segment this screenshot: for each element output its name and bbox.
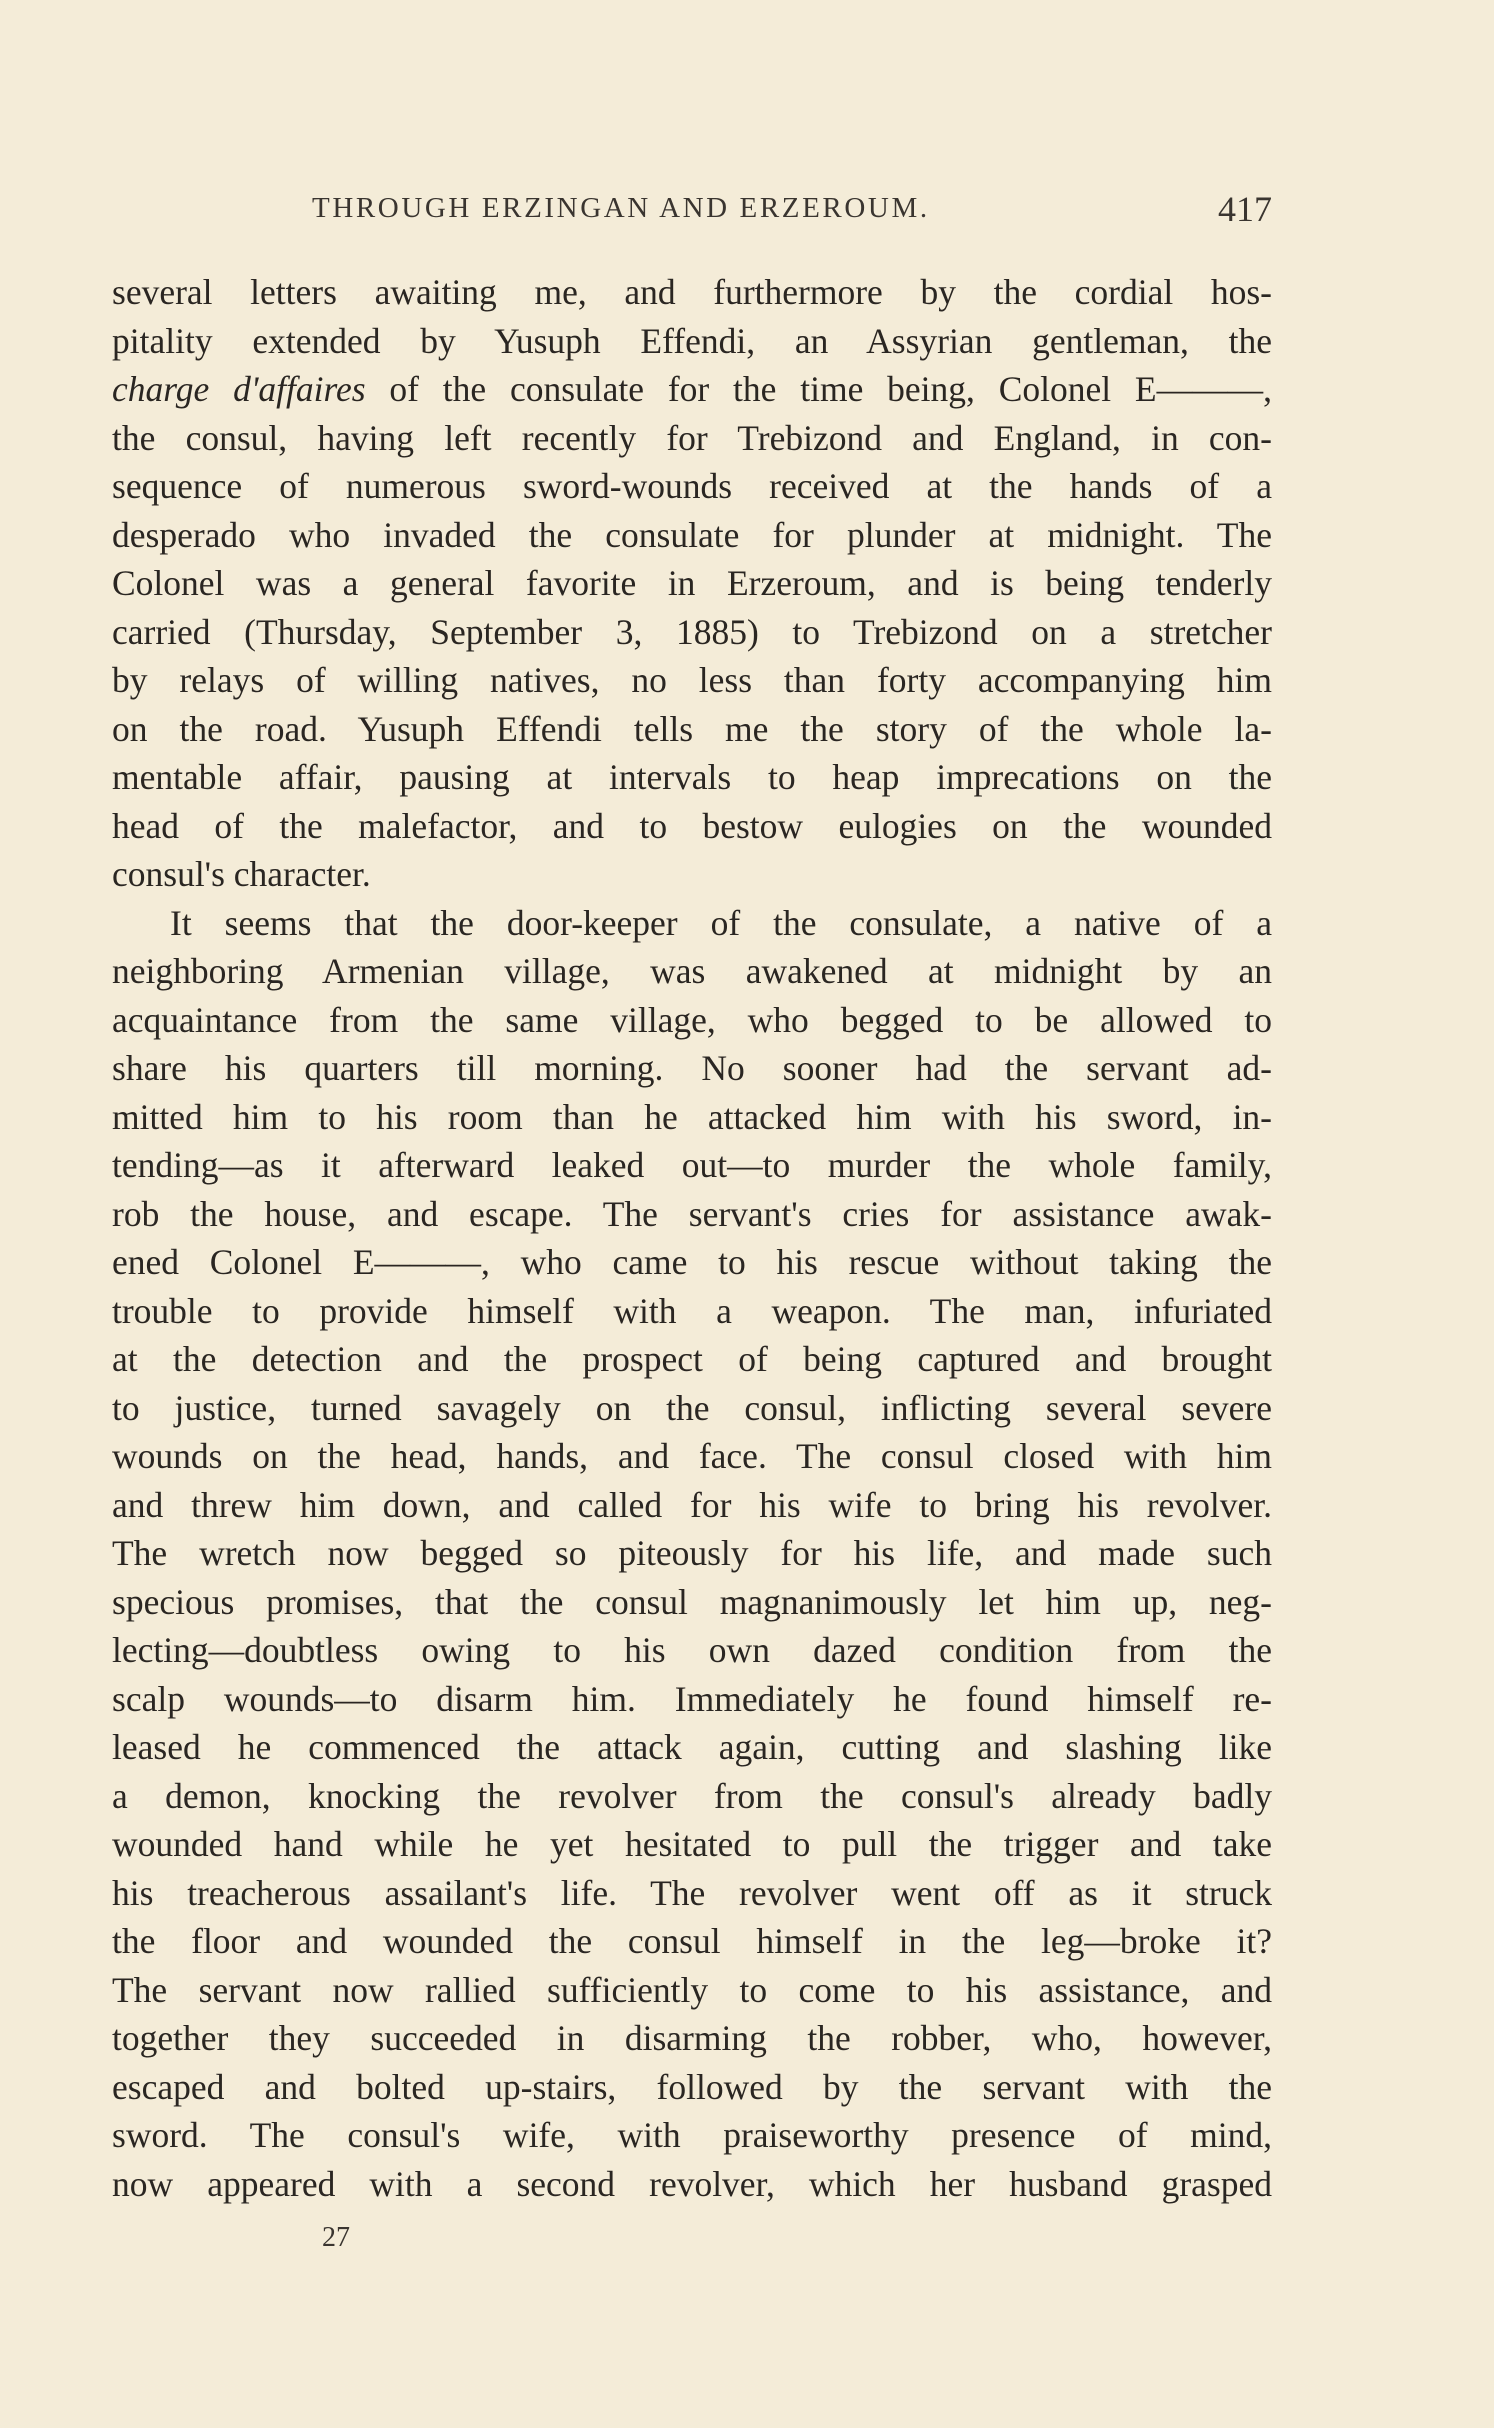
italic-term: charge d'affaires	[112, 369, 366, 409]
text-line: together they succeeded in disarming the robber, who, however,	[112, 2018, 1272, 2058]
text-line: leased he commenced the attack again, cutting and slashing like	[112, 1727, 1272, 1767]
text-line: It seems that the door-keeper of the consulate, a native of a	[170, 902, 1272, 943]
text-line: specious promises, that the consul magnanimously let him up, neg-	[112, 1581, 1272, 1622]
text-line: desperado who invaded the consulate for plunder at midnight. The	[112, 514, 1272, 555]
text-line: and threw him down, and called for his wife to bring his revolver.	[112, 1484, 1272, 1525]
text-line: wounded hand while he yet hesitated to pull the trigger and take	[112, 1824, 1272, 1864]
text-line: mentable affair, pausing at intervals to heap imprecations on the	[112, 757, 1272, 797]
text-line: share his quarters till morning. No sooner had the servant ad-	[112, 1048, 1272, 1088]
text-line: head of the malefactor, and to bestow eulogies on the wounded	[112, 805, 1272, 846]
text-line: The wretch now begged so piteously for his life, and made such	[112, 1533, 1272, 1573]
text-line: at the detection and the prospect of being captured and brought	[112, 1339, 1272, 1379]
running-title: THROUGH ERZINGAN AND ERZEROUM.	[312, 192, 930, 224]
page-header	[112, 188, 1272, 238]
page-number: 417	[1218, 189, 1272, 229]
text-line: charge d'affaires of the consulate for the time being, Colonel E———,	[112, 369, 1272, 409]
signature-mark: 27	[322, 2222, 350, 2253]
text-line: scalp wounds—to disarm him. Immediately he found himself re-	[112, 1678, 1272, 1719]
text-line: trouble to provide himself with a weapon. The man, infuriated	[112, 1290, 1272, 1331]
text-line: the consul, having left recently for Trebizond and England, in con-	[112, 417, 1272, 458]
text-line: sequence of numerous sword-wounds received at the hands of a	[112, 466, 1272, 506]
text-line: now appeared with a second revolver, which her husband grasped	[112, 2163, 1272, 2204]
text-line: lecting—doubtless owing to his own dazed condition from the	[112, 1630, 1272, 1670]
text-line: wounds on the head, hands, and face. The consul closed with him	[112, 1436, 1272, 1476]
paragraph-1	[112, 268, 1272, 899]
text-line: mitted him to his room than he attacked him with his sword, in-	[112, 1096, 1272, 1137]
text-line: escaped and bolted up-stairs, followed by the servant with the	[112, 2066, 1272, 2107]
text-line: acquaintance from the same village, who begged to be allowed to	[112, 999, 1272, 1040]
text-line: pitality extended by Yusuph Effendi, an Assyrian gentleman, the	[112, 320, 1272, 361]
text-line: The servant now rallied sufficiently to come to his assistance, and	[112, 1969, 1272, 2010]
text-line: the floor and wounded the consul himself in the leg—broke it?	[112, 1921, 1272, 1961]
text-line: tending—as it afterward leaked out—to murder the whole family,	[112, 1145, 1272, 1185]
text-line: Colonel was a general favorite in Erzeroum, and is being tenderly	[112, 563, 1272, 603]
text-line: by relays of willing natives, no less than forty accompanying him	[112, 660, 1272, 700]
text-line: carried (Thursday, September 3, 1885) to Trebizond on a stretcher	[112, 611, 1272, 652]
text-line: on the road. Yusuph Effendi tells me the story of the whole la-	[112, 708, 1272, 749]
text-line: rob the house, and escape. The servant's cries for assistance awak-	[112, 1193, 1272, 1234]
paragraph-2	[112, 899, 1272, 2209]
text-line: to justice, turned savagely on the consul, inflicting several severe	[112, 1387, 1272, 1428]
text-line: consul's character.	[112, 854, 371, 894]
text-line: neighboring Armenian village, was awakened at midnight by an	[112, 951, 1272, 991]
text-line: his treacherous assailant's life. The revolver went off as it struck	[112, 1872, 1272, 1913]
text-line: several letters awaiting me, and furthermore by the cordial hos-	[112, 272, 1272, 312]
text-line: sword. The consul's wife, with praiseworthy presence of mind,	[112, 2115, 1272, 2155]
text-line: a demon, knocking the revolver from the consul's already badly	[112, 1775, 1272, 1816]
body-text	[112, 268, 1272, 2208]
text-line: ened Colonel E———, who came to his rescue without taking the	[112, 1242, 1272, 1282]
